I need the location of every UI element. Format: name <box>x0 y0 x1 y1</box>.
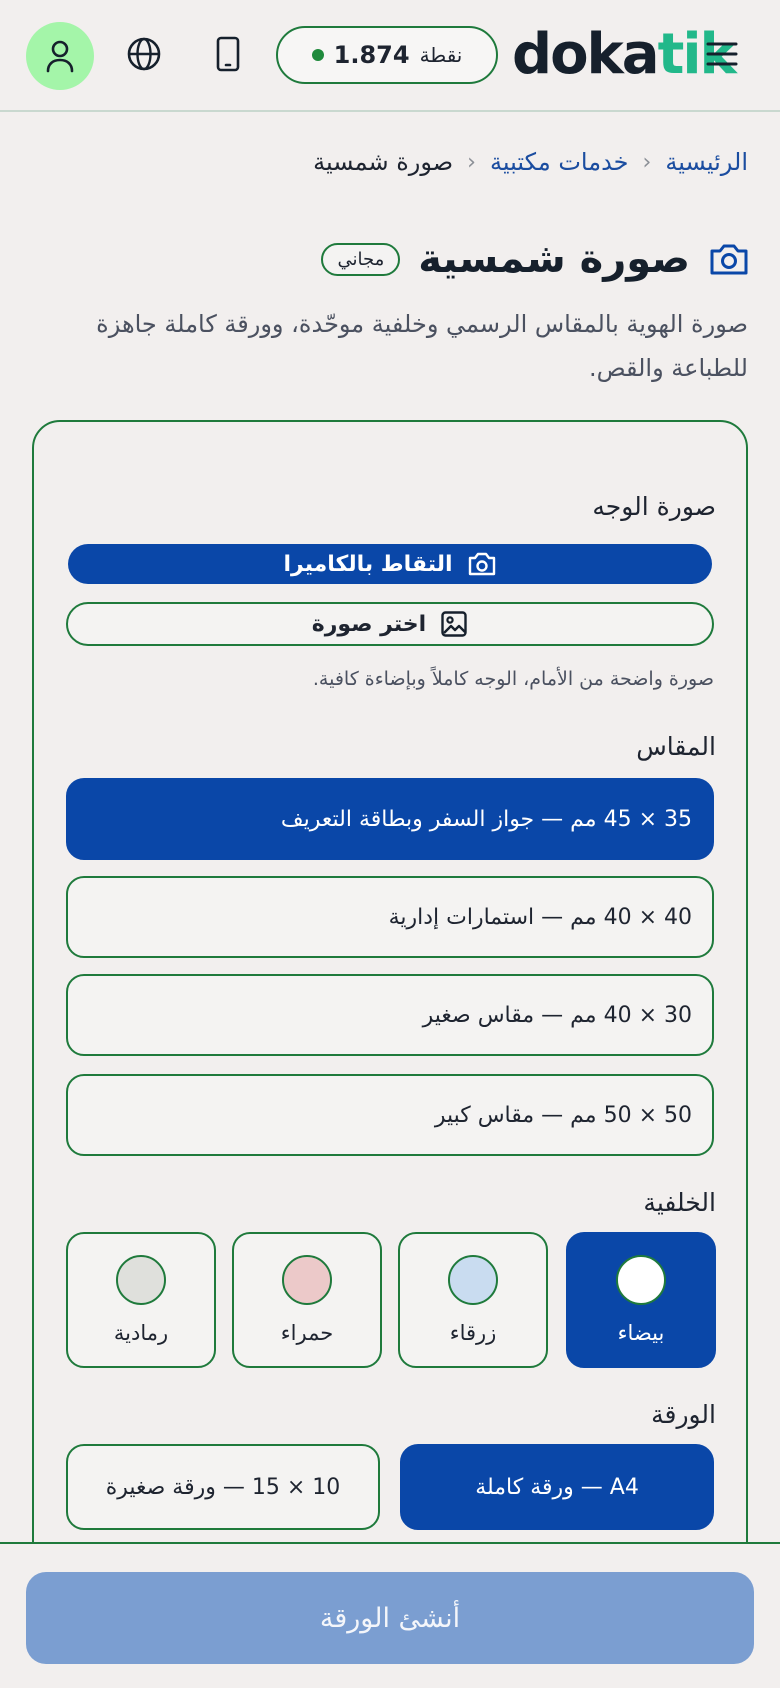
camera-icon <box>467 551 497 577</box>
background-option-label: زرقاء <box>449 1321 497 1345</box>
capture-camera-button[interactable] <box>68 544 712 584</box>
menu-icon <box>704 36 740 72</box>
face-photo-label: صورة الوجه <box>592 492 716 521</box>
size-option[interactable]: 35 × 45 مم — جواز السفر وبطاقة التعريف <box>66 778 714 860</box>
breadcrumb-section-link[interactable]: خدمات مكتبية <box>489 148 629 176</box>
background-option-label: حمراء <box>280 1321 334 1345</box>
size-label: المقاس <box>636 732 716 761</box>
background-option-blue[interactable] <box>398 1232 548 1368</box>
phone-icon <box>215 36 241 72</box>
status-dot-icon <box>312 49 324 61</box>
user-icon <box>45 39 75 73</box>
logo-accent-text: tik <box>657 22 735 87</box>
background-label: الخلفية <box>643 1188 716 1217</box>
image-icon <box>440 610 468 638</box>
capture-camera-label: التقاط بالكاميرا <box>283 551 453 577</box>
background-option-red[interactable] <box>232 1232 382 1368</box>
background-option-label: رمادية <box>113 1321 169 1345</box>
user-account-button[interactable] <box>26 22 94 90</box>
choose-photo-label: اختر صورة <box>311 611 427 637</box>
points-value: 1.874 <box>333 41 410 69</box>
bottom-action-bar <box>0 1542 780 1688</box>
chevron-left-icon: ‹ <box>467 149 476 175</box>
choose-photo-button[interactable] <box>66 602 714 646</box>
mobile-app-button[interactable] <box>208 34 248 74</box>
blue-swatch <box>448 1255 498 1305</box>
red-swatch <box>282 1255 332 1305</box>
create-sheet-button[interactable]: أنشئ الورقة <box>26 1572 754 1664</box>
dokatik-logo[interactable] <box>512 22 735 87</box>
breadcrumb-home-link[interactable]: الرئيسية <box>665 148 748 176</box>
hamburger-menu-button[interactable] <box>704 36 740 76</box>
size-option[interactable]: 40 × 40 مم — استمارات إدارية <box>66 876 714 958</box>
photo-hint: صورة واضحة من الأمام، الوجه كاملاً وبإضاءة كافية. <box>312 668 714 690</box>
breadcrumb-current: صورة شمسية <box>313 148 454 176</box>
background-option-gray[interactable] <box>66 1232 216 1368</box>
chevron-left-icon: ‹ <box>642 149 652 175</box>
size-option[interactable]: 30 × 40 مم — مقاس صغير <box>66 974 714 1056</box>
paper-option-a4[interactable]: A4 — ورقة كاملة <box>400 1444 714 1530</box>
points-balance[interactable] <box>276 26 498 84</box>
page-description: صورة الهوية بالمقاس الرسمي وخلفية موحّدة، وورقة كاملة جاهزة للطباعة والقص. <box>96 310 748 382</box>
language-globe-button[interactable] <box>124 34 164 74</box>
page-title: صورة شمسية <box>418 236 690 282</box>
page-title-row <box>321 236 750 282</box>
paper-option-10x15[interactable]: 10 × 15 — ورقة صغيرة <box>66 1444 380 1530</box>
top-header <box>0 0 780 112</box>
size-option[interactable]: 50 × 50 مم — مقاس كبير <box>66 1074 714 1156</box>
background-option-label: بيضاء <box>617 1321 665 1345</box>
paper-label: الورقة <box>651 1400 716 1429</box>
points-label: نقطة <box>419 43 463 67</box>
globe-icon <box>126 36 162 72</box>
white-swatch <box>616 1255 666 1305</box>
background-option-white[interactable] <box>566 1232 716 1368</box>
breadcrumb <box>313 148 748 176</box>
gray-swatch <box>116 1255 166 1305</box>
logo-text: doka <box>512 22 658 87</box>
camera-icon <box>708 241 750 277</box>
free-badge: مجاني <box>321 243 400 276</box>
